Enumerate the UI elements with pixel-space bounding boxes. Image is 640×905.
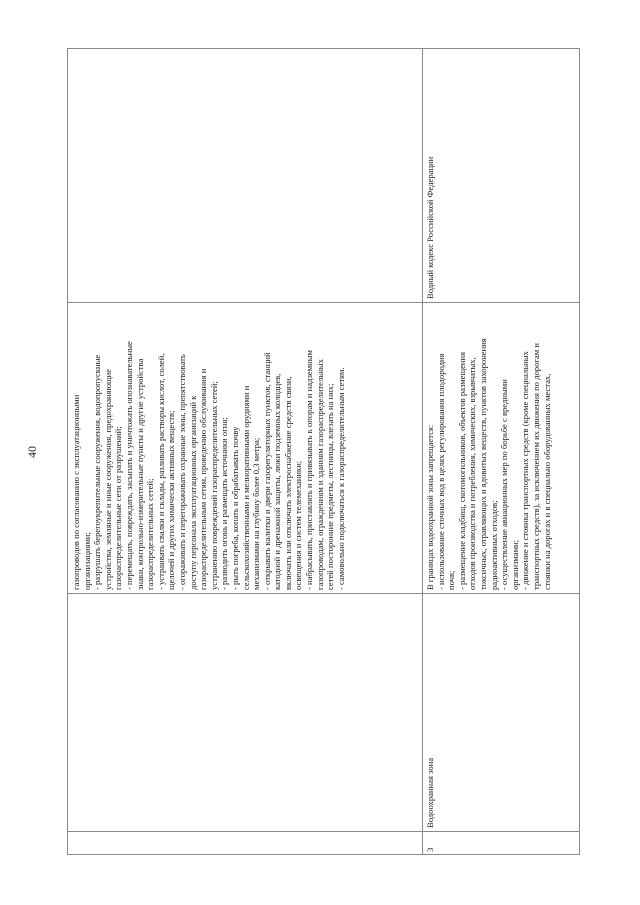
restriction-line: газопроводам, ограждениям и зданиям газораспределительных	[314, 359, 325, 590]
restriction-line: устройства, земляные и иные сооружения, предохраняющие	[102, 368, 113, 590]
restriction-line: освещения и систем телемеханики;	[293, 460, 304, 590]
restriction-line: - движение и стоянка транспортных средств (кроме специальных	[520, 351, 531, 590]
column-divider	[68, 831, 579, 832]
restriction-line: организмами;	[509, 539, 520, 590]
restriction-line: доступу персонала эксплуатационных организаций к	[187, 395, 198, 590]
restriction-line: катодной и дренажной защиты, люки подземных колодцев,	[272, 373, 283, 590]
restriction-line: сельскохозяйственными и мелиоративными орудиями и	[240, 385, 251, 590]
zone-name: Водоохранная зона	[425, 757, 435, 828]
restriction-line: - осуществление авиационных мер по борьбе с вредными	[499, 379, 510, 590]
row1-restrictions-cell	[71, 305, 421, 590]
restriction-line: - открывать калитки и двери газорегуляторных пунктов, станций	[261, 352, 272, 590]
row-number: 3	[425, 847, 435, 852]
restriction-line: - огораживать и перегораживать охранные зоны, препятствовать	[176, 354, 187, 590]
restriction-line: устранению повреждений газораспределительных сетей;	[208, 381, 219, 590]
restriction-line: радиоактивных отходов;	[488, 500, 499, 590]
restriction-line: - самовольно подключаться к газораспределительным сетям.	[335, 367, 346, 590]
restriction-line: - рыть погреба, копать и обрабатывать почву	[229, 426, 240, 590]
restriction-line: В границах водоохранной зоны запрещается:	[425, 424, 435, 590]
row-divider	[422, 49, 423, 854]
restriction-line: газопроводов по согласованию с эксплуатационными	[71, 394, 81, 590]
restriction-line: механизмами на глубину более 0,3 метра;	[251, 437, 262, 590]
restriction-line: - размещение кладбищ, скотомогильников, объектов размещения	[456, 351, 467, 590]
row2-zone-cell	[425, 598, 439, 828]
row2-basis-cell	[425, 59, 439, 299]
restriction-line: газораспределительных сетей;	[145, 478, 156, 590]
restriction-line: - использование сточных вод в целях регулирования плодородия	[435, 353, 446, 590]
restriction-line: - перемещать, повреждать, засыпать и уничтожать опознавательные	[123, 341, 134, 590]
column-divider	[68, 302, 579, 303]
restriction-line: отходов производства и потребления, химических, взрывчатых,	[467, 357, 478, 590]
restriction-line: включать или отключать электроснабжение средств связи,	[282, 376, 293, 590]
column-divider	[68, 593, 579, 594]
restriction-line: - устраивать свалки и склады, разливать растворы кислот, солей,	[155, 353, 166, 590]
row2-restrictions-cell	[425, 305, 575, 590]
row2-number-cell	[425, 832, 439, 852]
restriction-line: транспортных средств), за исключением их движения по дорогам и	[530, 343, 541, 590]
restriction-line: - набрасывать, приставлять и привязывать к опорам и надземным	[304, 350, 315, 590]
restrictions-table	[67, 48, 580, 855]
restriction-line: - разводить огонь и размещать источники огня;	[219, 417, 230, 590]
restriction-line: токсичных, отравляющих и ядовитых веществ, пунктов захоронения	[477, 338, 488, 590]
restriction-line: - разрушать берегоукрепительные сооружения, водопропускные	[92, 354, 103, 590]
restriction-line: почв;	[446, 570, 457, 590]
restriction-line: щелочей и других химически активных веществ;	[166, 410, 177, 590]
page-number: 40	[25, 446, 39, 458]
restriction-line: сетей посторонние предметы, лестницы, влезать на них;	[325, 383, 336, 590]
restriction-line: газораспределительные сети от разрушений;	[113, 426, 124, 590]
restriction-line: стоянки на дорогах и в специально оборудованных местах,	[541, 373, 552, 590]
legal-basis: Водный кодекс Российской Федерации	[425, 156, 435, 299]
restriction-line: знаки, контрольно-измерительные пункты и другие устройства	[134, 358, 145, 590]
restriction-line: газораспределительным сетям, проведению обслуживания и	[198, 368, 209, 590]
restriction-line: организациями;	[81, 532, 92, 590]
